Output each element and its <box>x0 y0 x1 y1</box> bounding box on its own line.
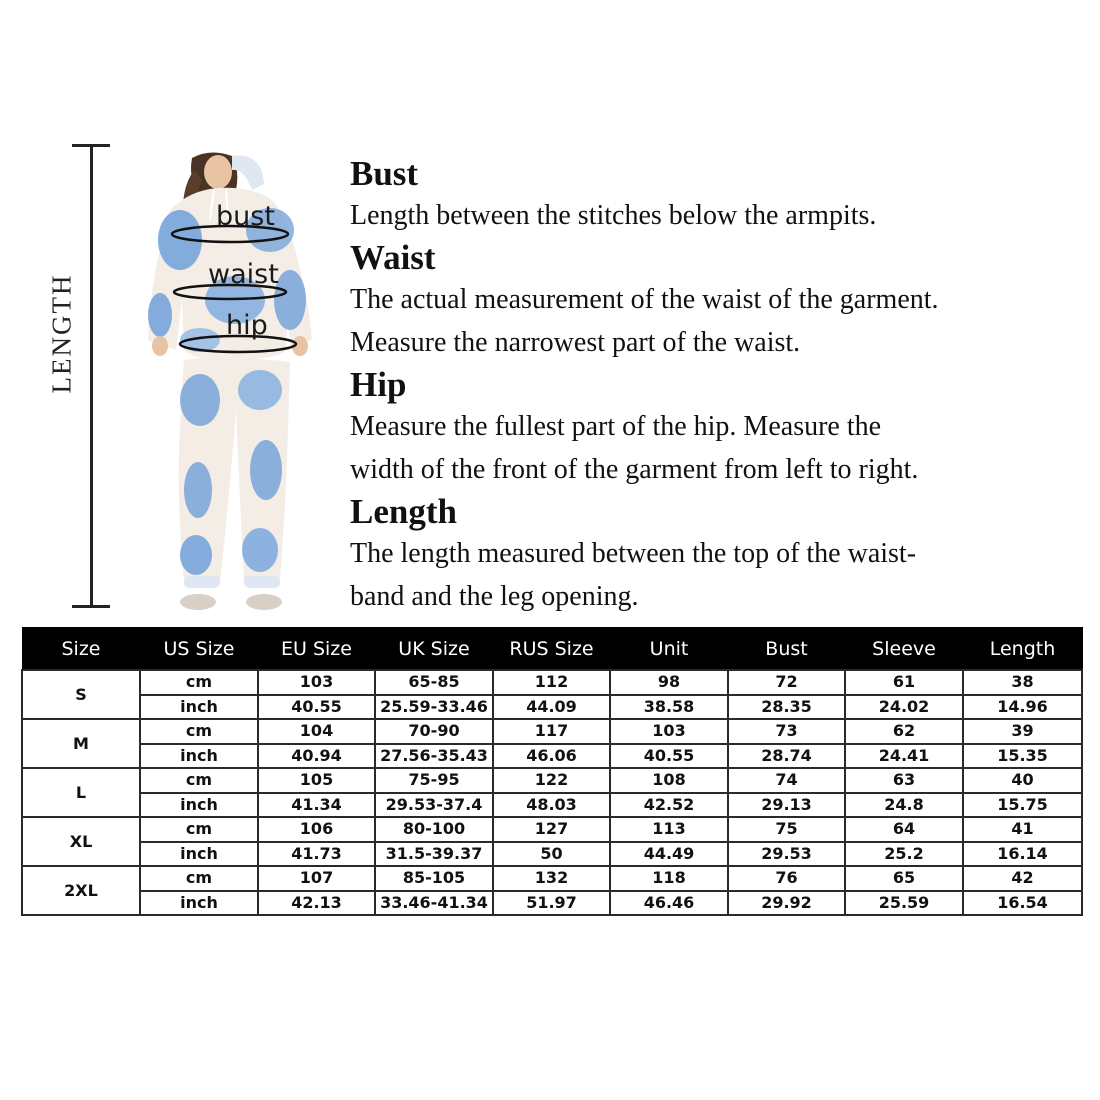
value-cell: 46.46 <box>610 891 728 916</box>
unit-cell: cm <box>140 817 258 842</box>
table-row <box>22 719 1082 744</box>
size-cell: S <box>22 670 140 719</box>
header-unit: Unit <box>610 628 728 671</box>
value-cell: 29.92 <box>728 891 845 916</box>
value-cell: 64 <box>845 817 963 842</box>
value-cell: 39 <box>963 719 1082 744</box>
value-cell: 29.53 <box>728 842 845 867</box>
table-row <box>22 842 1082 867</box>
value-cell: 38 <box>963 670 1082 695</box>
value-cell: 132 <box>493 866 610 891</box>
unit-cell: cm <box>140 866 258 891</box>
value-cell: 44.09 <box>493 695 610 720</box>
size-chart-table <box>21 627 1083 916</box>
value-cell: 24.02 <box>845 695 963 720</box>
value-cell: 40.94 <box>258 744 375 769</box>
table-row <box>22 817 1082 842</box>
bust-label: bust <box>216 201 275 232</box>
table-row <box>22 793 1082 818</box>
hip-description-line-1: Measure the fullest part of the hip. Measure the <box>350 411 882 442</box>
value-cell: 113 <box>610 817 728 842</box>
size-rows <box>22 670 1082 915</box>
unit-cell: inch <box>140 891 258 916</box>
size-cell: L <box>22 768 140 817</box>
header-sleeve: Sleeve <box>845 628 963 671</box>
value-cell: 41.73 <box>258 842 375 867</box>
value-cell: 44.49 <box>610 842 728 867</box>
value-cell: 28.35 <box>728 695 845 720</box>
hip-heading: Hip <box>350 365 407 404</box>
table-row <box>22 866 1082 891</box>
unit-cell: cm <box>140 670 258 695</box>
value-cell: 103 <box>610 719 728 744</box>
value-cell: 127 <box>493 817 610 842</box>
value-cell: 28.74 <box>728 744 845 769</box>
value-cell: 31.5-39.37 <box>375 842 493 867</box>
value-cell: 62 <box>845 719 963 744</box>
value-cell: 85-105 <box>375 866 493 891</box>
value-cell: 25.2 <box>845 842 963 867</box>
value-cell: 65 <box>845 866 963 891</box>
unit-cell: cm <box>140 768 258 793</box>
value-cell: 40 <box>963 768 1082 793</box>
unit-cell: inch <box>140 842 258 867</box>
table-row <box>22 670 1082 695</box>
header-eu-size: EU Size <box>258 628 375 671</box>
value-cell: 104 <box>258 719 375 744</box>
value-cell: 118 <box>610 866 728 891</box>
header-uk-size: UK Size <box>375 628 493 671</box>
size-cell: M <box>22 719 140 768</box>
value-cell: 105 <box>258 768 375 793</box>
table-row <box>22 744 1082 769</box>
table-row <box>22 695 1082 720</box>
value-cell: 61 <box>845 670 963 695</box>
length-description-line-1: The length measured between the top of the waist- <box>350 538 917 569</box>
value-cell: 112 <box>493 670 610 695</box>
value-cell: 48.03 <box>493 793 610 818</box>
hip-description-line-2: width of the front of the garment from left to right. <box>350 454 919 485</box>
value-cell: 51.97 <box>493 891 610 916</box>
value-cell: 27.56-35.43 <box>375 744 493 769</box>
waist-description-line-1: The actual measurement of the waist of the garment. <box>350 284 939 315</box>
size-cell: XL <box>22 817 140 866</box>
value-cell: 50 <box>493 842 610 867</box>
value-cell: 76 <box>728 866 845 891</box>
value-cell: 70-90 <box>375 719 493 744</box>
value-cell: 25.59-33.46 <box>375 695 493 720</box>
ruler-line <box>90 145 93 607</box>
bust-heading: Bust <box>350 154 419 193</box>
waist-label: waist <box>208 259 279 290</box>
value-cell: 29.53-37.4 <box>375 793 493 818</box>
value-cell: 29.13 <box>728 793 845 818</box>
bust-description: Length between the stitches below the armpits. <box>350 200 877 231</box>
value-cell: 98 <box>610 670 728 695</box>
model-figure <box>140 150 340 615</box>
table-row <box>22 768 1082 793</box>
value-cell: 24.41 <box>845 744 963 769</box>
size-cell: 2XL <box>22 866 140 915</box>
unit-cell: cm <box>140 719 258 744</box>
header-us-size: US Size <box>140 628 258 671</box>
value-cell: 14.96 <box>963 695 1082 720</box>
value-cell: 42.13 <box>258 891 375 916</box>
header-bust: Bust <box>728 628 845 671</box>
value-cell: 41.34 <box>258 793 375 818</box>
measurement-descriptions <box>350 153 1090 618</box>
value-cell: 42 <box>963 866 1082 891</box>
unit-cell: inch <box>140 744 258 769</box>
ruler-label: LENGTH <box>46 273 77 394</box>
value-cell: 40.55 <box>258 695 375 720</box>
value-cell: 72 <box>728 670 845 695</box>
value-cell: 65-85 <box>375 670 493 695</box>
ruler-bottom-cap <box>72 605 110 608</box>
waist-description-line-2: Measure the narrowest part of the waist. <box>350 327 801 358</box>
value-cell: 75-95 <box>375 768 493 793</box>
waist-heading: Waist <box>350 238 436 277</box>
length-heading: Length <box>350 492 457 531</box>
header-rus-size: RUS Size <box>493 628 610 671</box>
value-cell: 25.59 <box>845 891 963 916</box>
value-cell: 103 <box>258 670 375 695</box>
unit-cell: inch <box>140 793 258 818</box>
value-cell: 80-100 <box>375 817 493 842</box>
value-cell: 122 <box>493 768 610 793</box>
value-cell: 108 <box>610 768 728 793</box>
value-cell: 16.14 <box>963 842 1082 867</box>
length-description-line-2: band and the leg opening. <box>350 581 639 612</box>
value-cell: 38.58 <box>610 695 728 720</box>
value-cell: 117 <box>493 719 610 744</box>
value-cell: 75 <box>728 817 845 842</box>
value-cell: 33.46-41.34 <box>375 891 493 916</box>
value-cell: 41 <box>963 817 1082 842</box>
header-size: Size <box>22 628 140 671</box>
value-cell: 106 <box>258 817 375 842</box>
value-cell: 73 <box>728 719 845 744</box>
value-cell: 15.75 <box>963 793 1082 818</box>
value-cell: 16.54 <box>963 891 1082 916</box>
value-cell: 63 <box>845 768 963 793</box>
unit-cell: inch <box>140 695 258 720</box>
value-cell: 107 <box>258 866 375 891</box>
table-header-row <box>22 628 1082 671</box>
value-cell: 40.55 <box>610 744 728 769</box>
table-row <box>22 891 1082 916</box>
value-cell: 42.52 <box>610 793 728 818</box>
value-cell: 24.8 <box>845 793 963 818</box>
header-length: Length <box>963 628 1082 671</box>
hip-label: hip <box>226 310 268 341</box>
value-cell: 74 <box>728 768 845 793</box>
value-cell: 46.06 <box>493 744 610 769</box>
value-cell: 15.35 <box>963 744 1082 769</box>
